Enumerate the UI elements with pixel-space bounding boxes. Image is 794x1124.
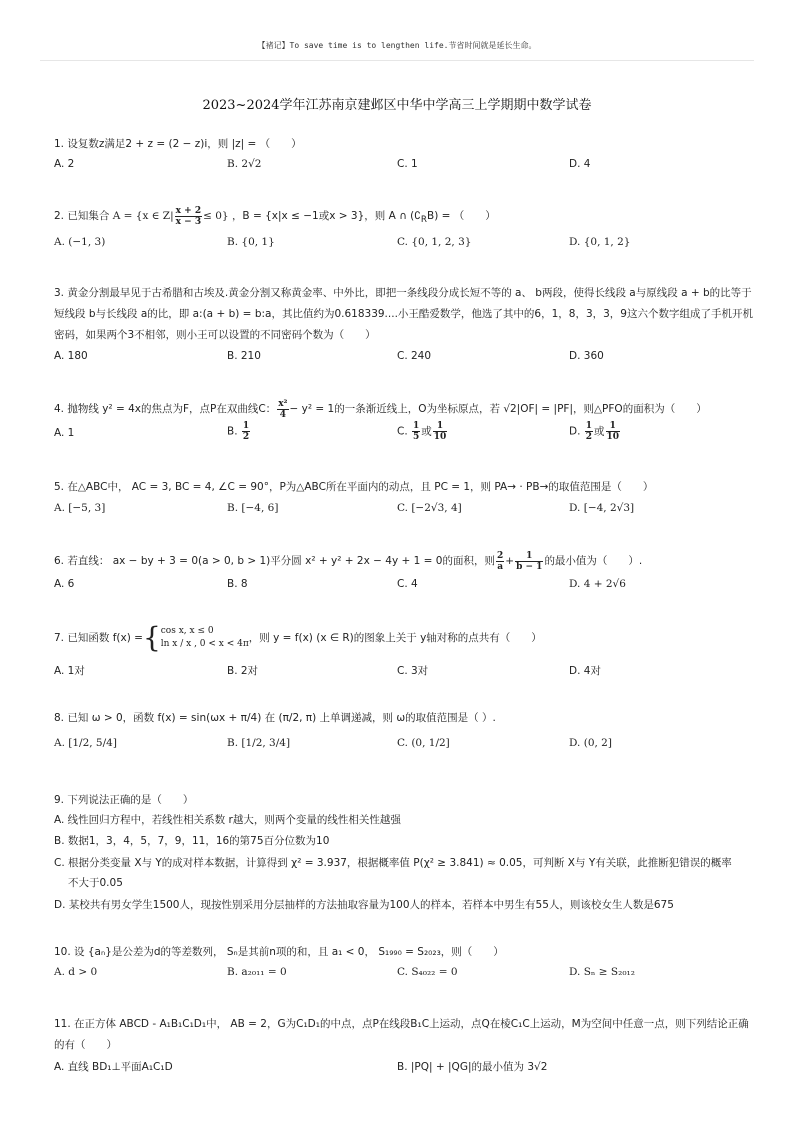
fraction-denominator: 2: [585, 432, 593, 442]
question-2-option-d[interactable]: D. {0, 1, 2}: [569, 236, 631, 248]
question-3-stem: 3. 黄金分割最早见于古希腊和古埃及.黄金分割又称黄金率、中外比，即把一条线段分成长短不等的 a、 b两段，使得长线段 a与原线段 a + b的比等于短线段 b与长线段 a的比，即 a:(a + b) = b:a，其比值约为0.618339....小王酷爱数学，他选了其中的6，1，8，3，3，9这六个数字组成了手机开机密码，如果两个3不相邻，则小王可以设置的不同密码个数为（ ）: [54, 287, 753, 341]
option-fraction: [242, 421, 250, 442]
question-8-option-a[interactable]: A. [1/2, 5/4]: [54, 737, 117, 749]
question-4-text-a: 4. 抛物线 y² = 4x的焦点为F，点P在双曲线C：: [54, 403, 277, 415]
question-4-option-c[interactable]: [397, 421, 448, 442]
piecewise-brace: {: [142, 621, 161, 654]
header-divider: [40, 60, 754, 61]
set-a-head: A = {x ∈ Z|: [112, 210, 174, 222]
fraction-numerator: 1: [585, 421, 593, 431]
fraction-denominator: 4: [279, 409, 286, 420]
question-11-option-b[interactable]: B. |PQ| + |QG|的最小值为 3√2: [397, 1061, 548, 1073]
fraction-denominator: b − 1: [516, 561, 543, 572]
question-3-option-a[interactable]: A. 180: [54, 350, 88, 362]
question-1-option-c[interactable]: C. 1: [397, 158, 418, 170]
plus-sign: +: [505, 555, 515, 567]
question-2-option-b[interactable]: B. {0, 1}: [227, 236, 275, 248]
fraction-numerator: x + 2: [175, 205, 202, 216]
fraction-denominator: 10: [433, 432, 447, 442]
set-a-fraction: [175, 206, 202, 227]
question-6-stem: [54, 548, 754, 574]
question-5-option-d[interactable]: D. [−4, 2√3]: [569, 502, 635, 514]
question-4-option-d[interactable]: [569, 421, 621, 442]
question-9-option-a[interactable]: A. 线性回归方程中，若线性相关系数 r越大，则两个变量的线性相关性越强: [54, 814, 401, 826]
option-label: D.: [569, 425, 581, 438]
question-8-stem: 8. 已知 ω > 0，函数 f(x) = sin(ωx + π/4) 在 (π/2, π) 上单调递减，则 ω的取值范围是（ ）.: [54, 712, 496, 724]
header-banner: 【褚记】To save time is to lengthen life.节省时间就是延长生命。: [257, 41, 537, 50]
option-fraction: [585, 421, 593, 442]
question-8-option-c[interactable]: C. (0, 1/2]: [397, 737, 450, 749]
question-6-option-b[interactable]: B. 8: [227, 578, 248, 590]
question-11-stem: 11. 在正方体 ABCD - A₁B₁C₁D₁中， AB = 2，G为C₁D₁的中点，点P在线段B₁C上运动，点Q在棱C₁C上运动，M为空间中任意一点，则下列结论正确的有（ ）: [54, 1018, 749, 1051]
question-6-option-a[interactable]: A. 6: [54, 578, 75, 590]
question-10-option-d[interactable]: D. Sₙ ≥ S₂₀₁₂: [569, 966, 635, 978]
piecewise-cases: [161, 625, 249, 651]
question-10-option-b[interactable]: B. a₂₀₁₁ = 0: [227, 966, 287, 978]
question-7-option-d[interactable]: D. 4对: [569, 665, 601, 677]
fraction-numerator: 1: [515, 551, 543, 562]
question-8-option-d[interactable]: D. (0, 2]: [569, 737, 612, 749]
question-6-option-d[interactable]: D. 4 + 2√6: [569, 578, 626, 590]
question-6-text-a: 6. 若直线： ax − by + 3 = 0(a > 0, b > 1)平分圆 x² + y² + 2x − 4y + 1 = 0的面积，则: [54, 555, 495, 567]
or-word: 或: [421, 425, 432, 438]
fraction-numerator: 1: [413, 421, 420, 431]
question-7-text-b: ，则 y = f(x) (x ∈ R)的图象上关于 y轴对称的点共有（ ）: [248, 632, 542, 644]
question-10-stem: 10. 设 {aₙ}是公差为d的等差数列， Sₙ是其前n项的和，且 a₁ < 0， S₁₉₉₀ = S₂₀₂₃，则（ ）: [54, 946, 504, 958]
question-8-option-b[interactable]: B. [1/2, 3/4]: [227, 737, 291, 749]
set-a-tail: ≤ 0}: [203, 210, 229, 222]
question-1-stem: 1. 设复数z满足2 + z = (2 − z)i，则 |z| = （ ）: [54, 138, 302, 150]
question-9-stem: 9. 下列说法正确的是（ ）: [54, 794, 194, 806]
question-9-option-d[interactable]: D. 某校共有男女学生1500人，现按性别采用分层抽样的方法抽取容量为100人的样本，若样本中男生有55人，则该校女生人数是675: [54, 899, 674, 911]
fraction-denominator: x − 3: [175, 216, 202, 227]
option-fraction: [412, 421, 420, 442]
hyperbola-fraction: [277, 399, 288, 420]
question-6-text-b: 的最小值为（ ）.: [544, 555, 643, 567]
question-7-option-b[interactable]: B. 2对: [227, 665, 259, 677]
option-fraction: [433, 421, 448, 442]
question-4-text-b: − y² = 1的一条渐近线上，O为坐标原点，若 √2|OF| = |PF|，则△PFO的面积为（ ）: [289, 403, 707, 415]
question-1-option-b[interactable]: B. 2√2: [227, 158, 262, 170]
fraction-denominator: 10: [606, 432, 620, 442]
fraction-denominator: 5: [413, 432, 420, 442]
fraction-numerator: 2: [496, 550, 504, 561]
fraction-denominator: a: [497, 561, 504, 572]
question-4-option-b[interactable]: [227, 421, 251, 442]
question-3-option-b[interactable]: B. 210: [227, 350, 261, 362]
question-3-option-c[interactable]: C. 240: [397, 350, 432, 362]
question-1-option-d[interactable]: D. 4: [569, 158, 591, 170]
option-label: C.: [397, 425, 408, 438]
complement-subscript: R: [420, 215, 428, 226]
question-2-text-a: 2. 已知集合: [54, 210, 110, 222]
fraction-numerator: 1: [242, 421, 250, 431]
question-5-option-b[interactable]: B. [−4, 6]: [227, 502, 279, 514]
option-label: B.: [227, 425, 238, 438]
question-9-option-c-continued: 不大于0.05: [68, 877, 123, 889]
piecewise-case-2: ln x / x , 0 < x < 4π: [160, 639, 249, 649]
question-4-stem: [54, 396, 754, 422]
question-3-option-d[interactable]: D. 360: [569, 350, 604, 362]
question-2-option-c[interactable]: C. {0, 1, 2, 3}: [397, 236, 472, 248]
fraction-numerator: 1: [433, 421, 448, 432]
or-word: 或: [594, 425, 605, 438]
question-7-text-a: 7. 已知函数 f(x) =: [54, 632, 143, 644]
fraction-numerator: 1: [606, 421, 621, 432]
question-5-option-c[interactable]: C. [−2√3, 4]: [397, 502, 462, 514]
question-2-text-b: ，B = {x|x ≤ −1或x > 3}，则 A ∩ (∁: [231, 210, 421, 222]
question-5-stem: 5. 在△ABC中， AC = 3, BC = 4, ∠C = 90°，P为△ABC所在平面内的动点，且 PC = 1，则 PA→ · PB→的取值范围是（ ）: [54, 481, 654, 493]
question-6-option-c[interactable]: C. 4: [397, 578, 418, 590]
page-title: 2023~2024学年江苏南京建邺区中华中学高三上学期期中数学试卷: [202, 98, 592, 113]
question-2-option-a[interactable]: A. (−1, 3): [54, 236, 106, 248]
piecewise-case-1: cos x, x ≤ 0: [160, 626, 214, 636]
question-4-option-a[interactable]: A. 1: [54, 427, 75, 439]
question-1-option-a[interactable]: A. 2: [54, 158, 75, 170]
question-9-option-c[interactable]: C. 根据分类变量 X与 Y的成对样本数据，计算得到 χ² = 3.937，根据概率值 P(χ² ≥ 3.841) ≈ 0.05，可判断 X与 Y有关联，此推断犯错误的概率: [54, 857, 732, 869]
question-10-option-a[interactable]: A. d > 0: [54, 966, 98, 978]
question-2-stem: [54, 202, 754, 234]
question-7-option-c[interactable]: C. 3对: [397, 665, 429, 677]
fraction-denominator: 2: [242, 432, 250, 442]
question-7-stem: [54, 622, 754, 654]
option-fraction: [606, 421, 621, 442]
fraction-2-over-a: [496, 551, 504, 572]
question-10-option-c[interactable]: C. S₄₀₂₂ = 0: [397, 966, 458, 978]
question-2-text-c: B) = （ ）: [427, 210, 496, 222]
fraction-1-over-b-minus-1: [515, 551, 543, 572]
question-2-set-a: [112, 205, 232, 227]
question-7-option-a[interactable]: A. 1对: [54, 665, 85, 677]
fraction-numerator: x²: [278, 398, 288, 409]
question-11-option-a[interactable]: A. 直线 BD₁⊥平面A₁C₁D: [54, 1061, 173, 1073]
question-9-option-b[interactable]: B. 数据1，3，4，5，7，9，11，16的第75百分位数为10: [54, 835, 330, 847]
question-5-option-a[interactable]: A. [−5, 3]: [54, 502, 106, 514]
